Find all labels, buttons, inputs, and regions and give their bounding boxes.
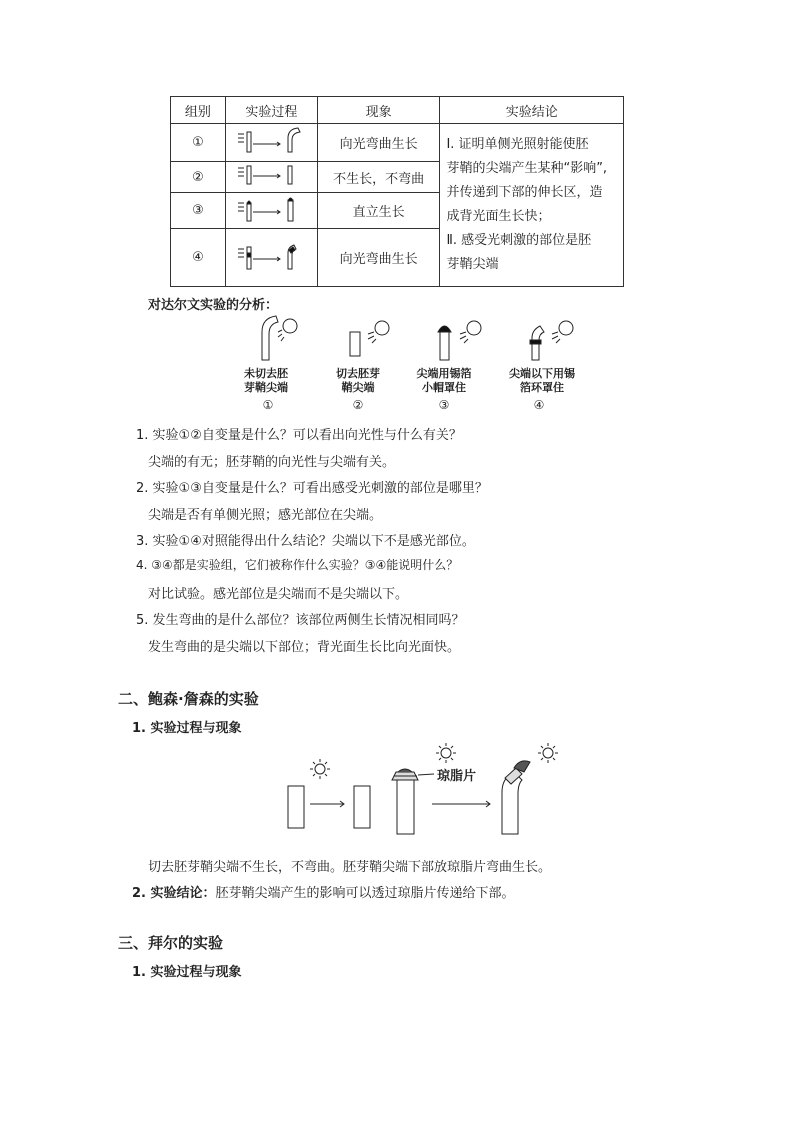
process-diagram-3 bbox=[225, 193, 317, 229]
coleoptile-cut bbox=[288, 786, 304, 828]
group-cell: ① bbox=[171, 124, 226, 162]
header-group: 组别 bbox=[171, 97, 226, 124]
conclusion-line: Ⅰ. 证明单侧光照射能使胚 bbox=[446, 137, 589, 152]
table-header-row bbox=[171, 97, 624, 124]
section2-description: 切去胚芽鞘尖端不生长，不弯曲。胚芽鞘尖端下部放琼脂片弯曲生长。 bbox=[148, 860, 552, 875]
section2-sub2-label: 2. 实验结论： bbox=[132, 886, 216, 901]
fig-label-1 bbox=[226, 367, 306, 395]
answer-5: 发生弯曲的是尖端以下部位；背光面生长比向光面快。 bbox=[148, 640, 461, 655]
conclusion-line: Ⅱ. 感受光刺激的部位是胚 bbox=[446, 233, 592, 248]
fig-num: ④ bbox=[533, 398, 545, 412]
conclusion-line: 并传递到下部的伸长区，造 bbox=[446, 185, 603, 200]
fig-label-2 bbox=[318, 367, 398, 395]
coleoptile-bent bbox=[262, 316, 278, 360]
fig-num: ③ bbox=[438, 398, 450, 412]
sun-icon bbox=[538, 743, 558, 763]
fig-label-line: 小帽罩住 bbox=[422, 381, 466, 394]
table-row bbox=[171, 124, 624, 162]
phenomenon-cell: 向光弯曲生长 bbox=[317, 229, 440, 287]
phenomenon-cell: 向光弯曲生长 bbox=[317, 124, 440, 162]
group-cell: ③ bbox=[171, 193, 226, 229]
phenomenon-cell: 直立生长 bbox=[317, 193, 440, 229]
conclusion-line: 芽鞘尖端 bbox=[446, 257, 499, 272]
darwin-analysis-title: 对达尔文实验的分析： bbox=[148, 298, 279, 313]
section2-sub2-text: 胚芽鞘尖端产生的影响可以透过琼脂片传递给下部。 bbox=[215, 886, 515, 901]
answer-2: 尖端是否有单侧光照；感光部位在尖端。 bbox=[148, 508, 383, 523]
sun-icon bbox=[436, 743, 456, 763]
fig-label-line: 芽鞘尖端 bbox=[244, 381, 288, 394]
sun-icon bbox=[283, 319, 297, 333]
group-cell: ② bbox=[171, 162, 226, 193]
fig-label-3 bbox=[402, 367, 486, 395]
answer-4: 对比试验。感光部位是尖端而不是尖端以下。 bbox=[148, 587, 409, 602]
section3-heading: 三、拜尔的实验 bbox=[118, 934, 224, 952]
header-conclusion: 实验结论 bbox=[440, 97, 624, 124]
section2-sub1: 1. 实验过程与现象 bbox=[132, 721, 242, 736]
question-1: 1. 实验①②自变量是什么？可以看出向光性与什么有关？ bbox=[136, 428, 462, 443]
conclusion-cell bbox=[440, 124, 624, 287]
fig-label-line: 尖端以下用锡 bbox=[509, 367, 575, 380]
phenomenon-cell: 不生长，不弯曲 bbox=[317, 162, 440, 193]
process-diagram-4 bbox=[225, 229, 317, 287]
section3-sub1: 1. 实验过程与现象 bbox=[132, 965, 242, 980]
process-diagram-2 bbox=[225, 162, 317, 193]
fig-label-line: 尖端用锡箔 bbox=[416, 367, 472, 380]
fig-label-line: 切去胚芽 bbox=[336, 367, 380, 380]
question-2: 2. 实验①③自变量是什么？可看出感受光刺激的部位是哪里？ bbox=[136, 481, 488, 496]
agar-label: 琼脂片 bbox=[437, 769, 477, 784]
header-phenomenon: 现象 bbox=[317, 97, 440, 124]
darwin-figures bbox=[240, 312, 600, 368]
group-cell: ④ bbox=[171, 229, 226, 287]
sun-icon bbox=[467, 321, 481, 335]
fig-label-line: 未切去胚 bbox=[244, 367, 288, 380]
question-3: 3. 实验①④对照能得出什么结论？尖端以下不是感光部位。 bbox=[136, 534, 475, 549]
coleoptile-agar bbox=[397, 780, 414, 834]
fig-label-line: 箔环罩住 bbox=[520, 381, 564, 394]
coleoptile-cut bbox=[350, 332, 360, 356]
question-5: 5. 发生弯曲的是什么部位？该部位两侧生长情况相同吗？ bbox=[136, 613, 465, 628]
darwin-experiment-table bbox=[170, 96, 624, 287]
sun-icon bbox=[310, 759, 330, 779]
sun-icon bbox=[559, 321, 573, 335]
process-diagram-1 bbox=[225, 124, 317, 162]
fig-label-line: 鞘尖端 bbox=[341, 381, 375, 394]
fig-label-4 bbox=[496, 367, 588, 395]
section2-heading: 二、鲍森·詹森的实验 bbox=[118, 690, 259, 708]
question-4: 4. ③④都是实验组，它们被称作什么实验？③④能说明什么？ bbox=[136, 558, 459, 572]
header-process: 实验过程 bbox=[225, 97, 317, 124]
conclusion-line: 芽鞘的尖端产生某种“影响”, bbox=[446, 161, 608, 176]
fig-num: ② bbox=[352, 398, 364, 412]
fig-num: ① bbox=[262, 398, 274, 412]
answer-1: 尖端的有无；胚芽鞘的向光性与尖端有关。 bbox=[148, 455, 396, 470]
coleoptile-cut bbox=[354, 786, 370, 828]
conclusion-line: 成背光面生长快； bbox=[446, 209, 551, 224]
boysen-jensen-diagram bbox=[286, 740, 566, 836]
sun-icon bbox=[375, 321, 389, 335]
coleoptile-capped bbox=[440, 330, 449, 360]
